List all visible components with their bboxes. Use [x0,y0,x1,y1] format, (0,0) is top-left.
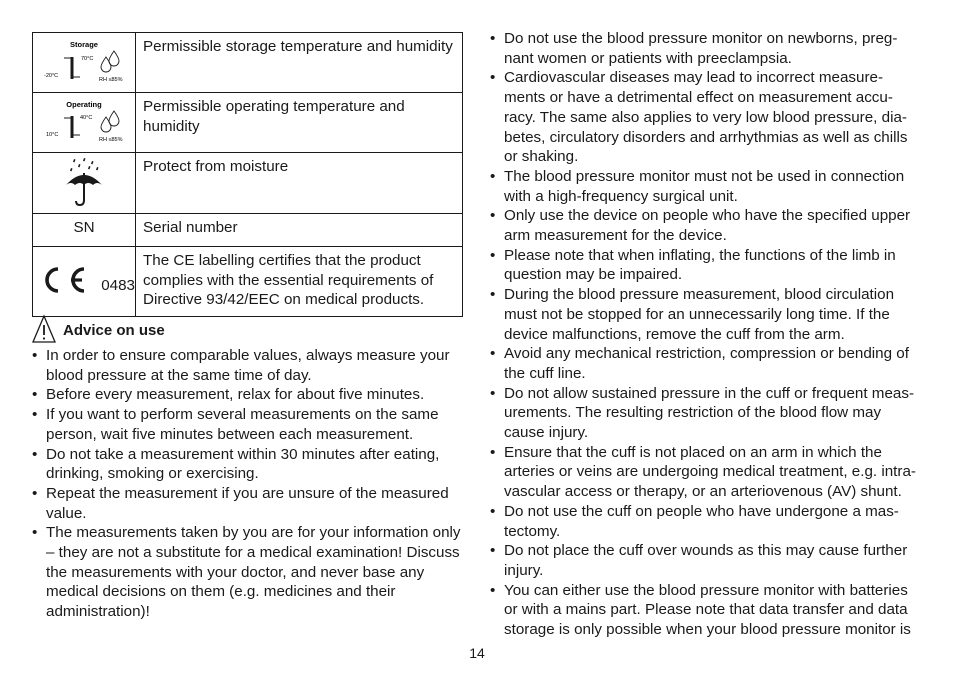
notified-body-number: 0483 [101,276,135,294]
umbrella-rain-icon [34,153,134,208]
serial-number-symbol: SN [73,219,95,236]
symbol-table [32,32,463,317]
operating-symbol-cell [33,93,136,153]
list-item: • Only use the device on people who have the specified upper arm measurement for the device. [490,206,924,245]
ce-symbol-cell [33,247,136,317]
symbol-row-operating [33,93,463,153]
storage-symbol-cell [33,33,136,93]
list-item: • Do not use the cuff on people who have undergone a mas-tectomy. [490,502,924,541]
advice-heading [32,312,165,344]
storage-title: Storage [70,40,98,49]
storage-temp-high: 70°C [81,56,94,62]
serial-symbol-cell [33,214,136,247]
operating-temp-high: 40°C [80,115,93,121]
symbol-row-moisture [33,153,463,214]
list-item: • The blood pressure monitor must not be used in connection with a high-frequency surgical unit. [490,167,924,206]
storage-temperature-icon [34,33,134,87]
storage-temp-low: -20°C [44,73,59,79]
symbol-row-ce [33,247,463,317]
ce-mark-icon [41,265,89,295]
list-item: • Ensure that the cuff is not placed on an arm in which the arteries or veins are undergoing medical treatment, e.g. intra-vascular access or therapy, or an arteriovenous (AV) shunt. [490,443,924,502]
list-item: • The measurements taken by you are for your information only – they are not a substitute for a medical examination! Discuss the measurements with your doctor, and never base any medical decisions on them (e.g. medicines and their administration)! [32,523,464,622]
advice-title: Advice on use [63,322,165,339]
operating-title: Operating [66,100,102,109]
list-item: • Avoid any mechanical restriction, compression or bending of the cuff line. [490,344,924,383]
symbol-row-storage [33,33,463,93]
symbol-row-serial [33,214,463,247]
list-item: • Please note that when inflating, the functions of the limb in question may be impaired. [490,246,924,285]
list-item: • Do not use the blood pressure monitor on newborns, preg-nant women or patients with preeclampsia. [490,29,924,68]
storage-rh: RH ≤85% [99,77,123,83]
list-item: • Cardiovascular diseases may lead to incorrect measure-ments or have a detrimental effect on measurement accu-racy. The same also applies to very low blood pressure, dia-betes, circulatory disorders and arrhythmias as well as chills or shaking. [490,68,924,167]
list-item: • If you want to perform several measurements on the same person, wait five minutes between each measurement. [32,405,464,444]
list-item: • Repeat the measurement if you are unsure of the measured value. [32,484,464,523]
page-number: 14 [469,645,485,661]
precautions-list [490,29,924,640]
serial-description: Serial number [136,214,463,247]
list-item: • Do not place the cuff over wounds as this may cause further injury. [490,541,924,580]
operating-temp-low: 10°C [46,132,59,138]
advice-list [32,346,464,622]
moisture-description: Protect from moisture [136,153,463,214]
moisture-symbol-cell [33,153,136,214]
list-item: • In order to ensure comparable values, always measure your blood pressure at the same time of day. [32,346,464,385]
list-item: • During the blood pressure measurement, blood circulation must not be stopped for an unnecessarily long time. If the device malfunctions, remove the cuff from the arm. [490,285,924,344]
ce-description: The CE labelling certifies that the product complies with the essential requirements of Directive 93/42/EEC on medical products. [136,247,463,317]
list-item: • Before every measurement, relax for about five minutes. [32,385,464,405]
operating-temperature-icon [34,93,134,147]
list-item: • Do not take a measurement within 30 minutes after eating, drinking, smoking or exercising. [32,445,464,484]
operating-rh: RH ≤85% [99,137,123,143]
list-item: • Do not allow sustained pressure in the cuff or frequent meas-urements. The resulting restriction of the blood flow may cause injury. [490,384,924,443]
warning-triangle-icon [32,314,56,344]
storage-description: Permissible storage temperature and humidity [136,33,463,93]
operating-description: Permissible operating temperature and humidity [136,93,463,153]
list-item: • You can either use the blood pressure monitor with batteries or with a mains part. Please note that data transfer and data storage is only possible when your blood pressure monitor is [490,581,924,640]
